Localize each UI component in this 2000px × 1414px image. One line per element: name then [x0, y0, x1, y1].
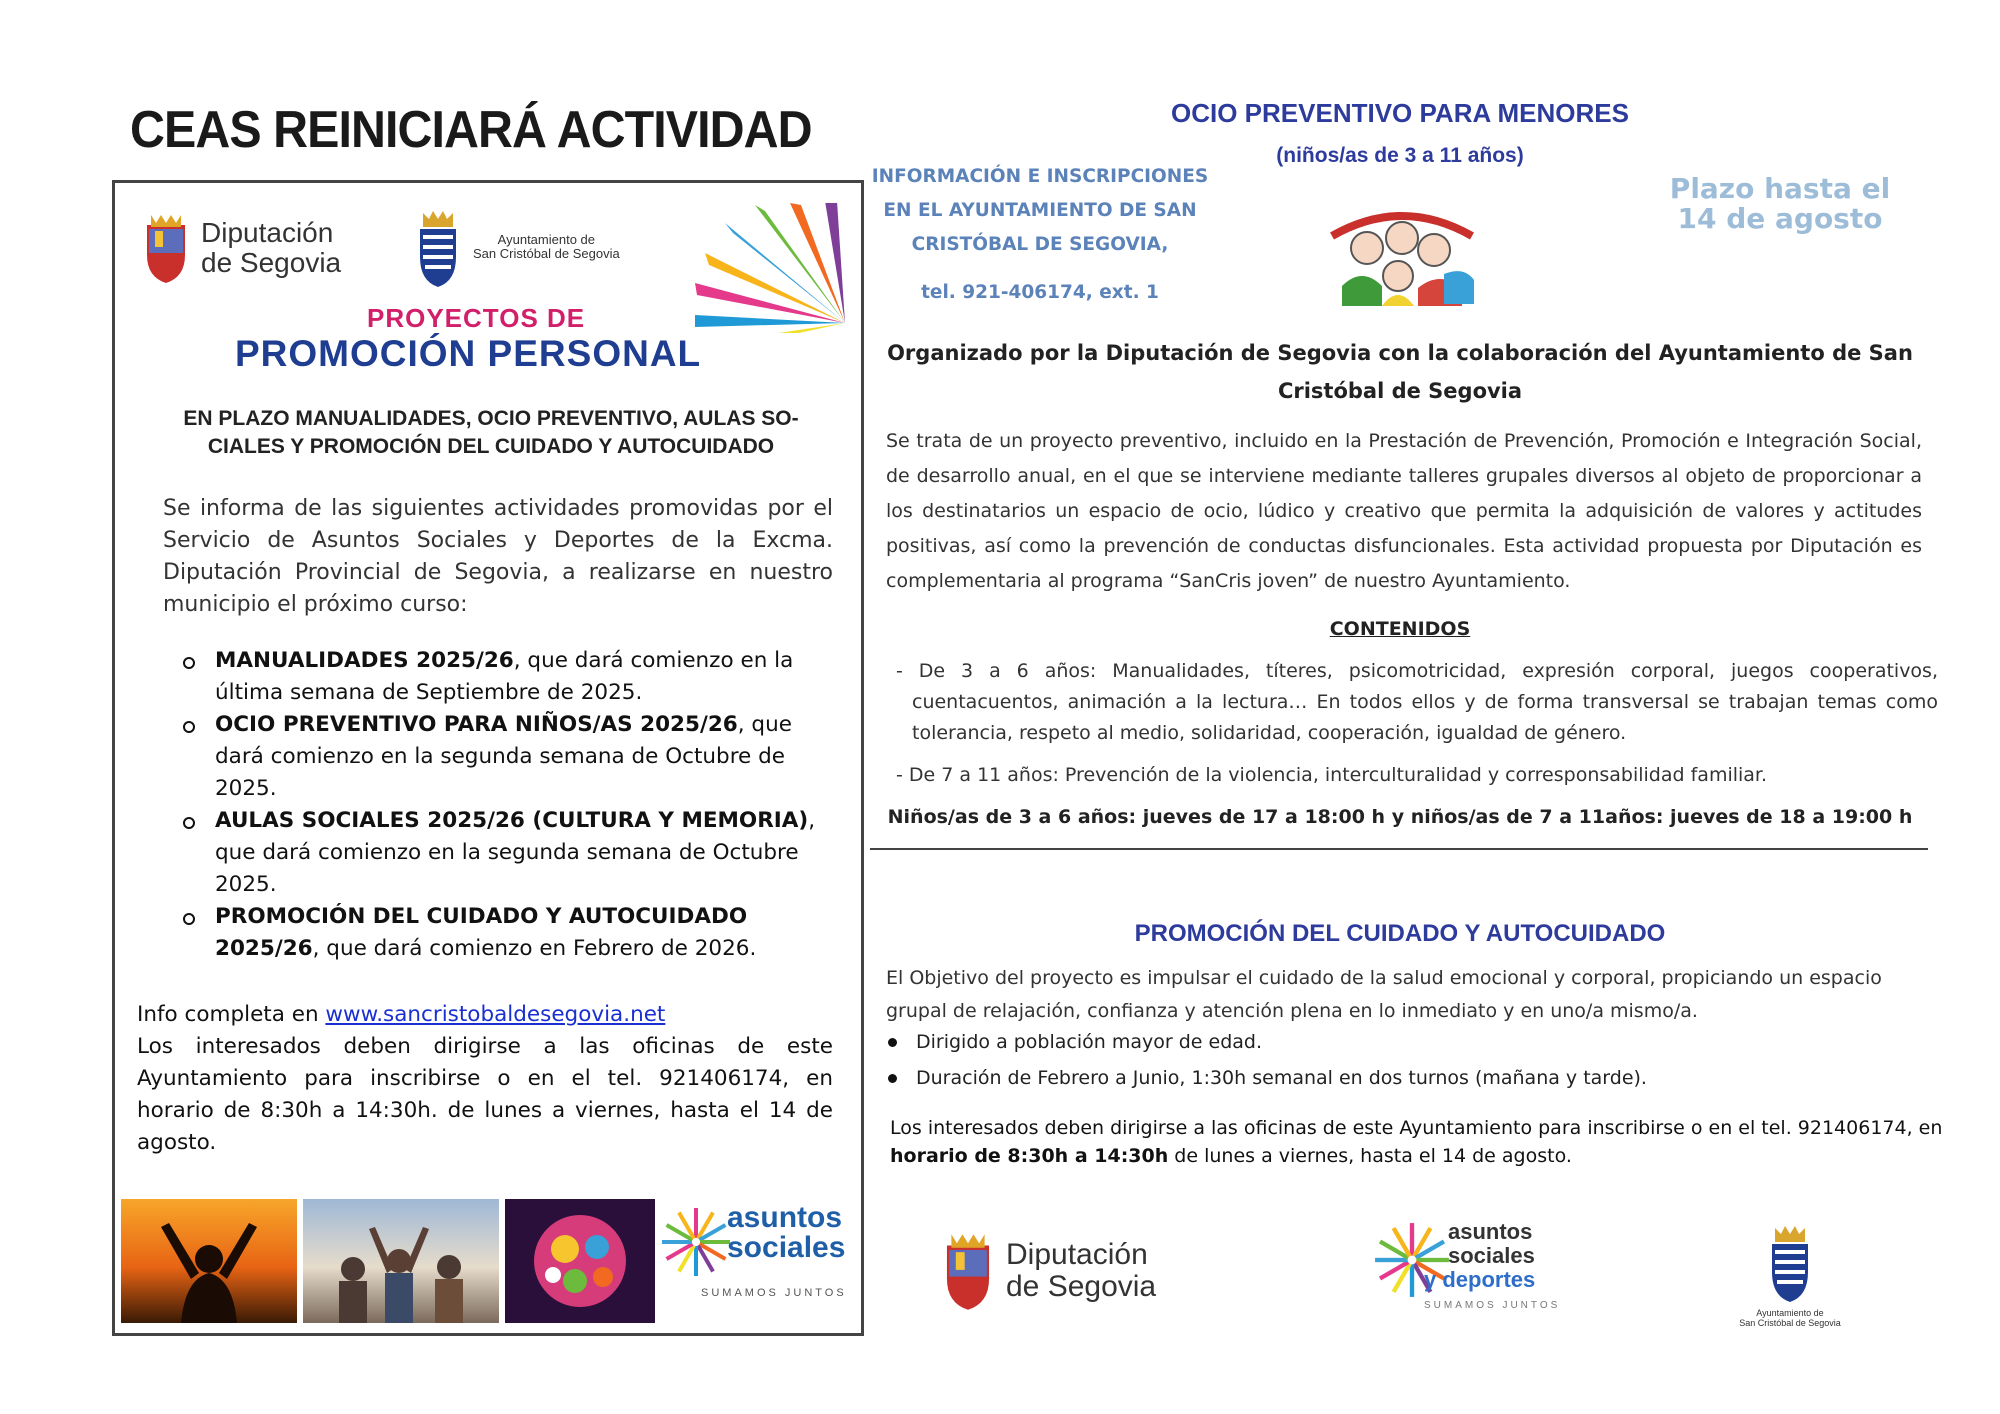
footer-ayuntamiento-line2: San Cristóbal de Segovia	[1739, 1318, 1841, 1328]
activities-list	[181, 645, 821, 965]
promo-description: El Objetivo del proyecto es impulsar el cuidado de la salud emocional y corporal, propiciando un espacio grupal de relajación, confianza y atención plena en lo inmediato y en uno/a mismo/a.	[886, 967, 1882, 1022]
organizado-line1: Organizado por la Diputación de Segovia con la colaboración del Ayuntamiento de San	[887, 341, 1913, 365]
activity-detail: , que dará comienzo en la segunda semana de Octubre 2025.	[215, 808, 816, 897]
footer-asuntos-line1: asuntos	[1448, 1219, 1533, 1244]
diputacion-name-line2: de Segovia	[201, 247, 342, 278]
organizado-line2: Cristóbal de Segovia	[1277, 379, 1523, 403]
diputacion-shield-icon	[940, 1230, 996, 1312]
ocio-description: Se trata de un proyecto preventivo, incluido en la Prestación de Prevención, Promoción e Integración Social, de desarrollo anual, en el que se interviene mediante talleres grupales diversos al objeto de proporcionar a los destinatarios un espacio de ocio, lúdico y creativo que permita la adquisición de valores y actitudes positivas, así como la prevención de conductas disfuncionales. Esta actividad propuesta por Diputación es complementaria al programa “SanCris joven” de nuestro Ayuntamiento.	[886, 430, 1922, 592]
footer-asuntos-line3: y deportes	[1424, 1267, 1536, 1292]
ocio-title: OCIO PREVENTIVO PARA MENORES	[1171, 98, 1629, 128]
contenido-3-6: - De 3 a 6 años: Manualidades, títeres, psicomotricidad, expresión corporal, juegos cooperativos, cuentacuentos, animación a la lectura… En todos ellos y de forma transversal se trabajan temas como tolerancia, respeto al medio, solidaridad, cooperación, igualdad de género.	[896, 660, 1938, 744]
plazo-line1: Plazo hasta el	[1669, 172, 1891, 205]
proyectos-heading: PROYECTOS DE	[367, 303, 586, 333]
left-info-block	[137, 999, 833, 1159]
bullet-icon	[888, 1038, 897, 1047]
promo-title: PROMOCIÓN DEL CUIDADO Y AUTOCUIDADO	[1134, 920, 1666, 947]
ayuntamiento-name-line2: San Cristóbal de Segovia	[473, 246, 620, 261]
list-item	[181, 709, 821, 805]
promo-bullet-text: Duración de Febrero a Junio, 1:30h semanal en dos turnos (mañana y tarde).	[916, 1067, 1647, 1089]
inscripciones-line: INFORMACIÓN E INSCRIPCIONES	[871, 166, 1209, 187]
ayuntamiento-name-line1: Ayuntamiento de	[497, 232, 596, 247]
footer-asuntos-line2: sociales	[1448, 1243, 1535, 1268]
info-line	[137, 999, 833, 1031]
crafts-photo	[505, 1199, 655, 1323]
activity-detail: , que dará comienzo en la segunda semana de Octubre de 2025.	[215, 712, 792, 801]
asuntos-line2: sociales	[727, 1231, 846, 1264]
asuntos-burst-icon	[661, 1207, 731, 1277]
promocion-personal-heading: PROMOCIÓN PERSONAL	[235, 333, 702, 374]
contenido-7-11: - De 7 a 11 años: Prevención de la violencia, interculturalidad y corresponsabilidad familiar.	[896, 764, 1768, 786]
ayuntamiento-shield-icon	[1767, 1220, 1813, 1304]
left-subheading-line2: CIALES Y PROMOCIÓN DEL CUIDADO Y AUTOCUIDADO	[207, 435, 775, 458]
bullet-icon	[888, 1074, 897, 1083]
footer-ayuntamiento-logo	[1720, 1220, 1860, 1328]
left-subheading-line1: EN PLAZO MANUALIDADES, OCIO PREVENTIVO, AULAS SO-	[183, 407, 799, 430]
footer-asuntos-logo	[1374, 1218, 1594, 1338]
contact-hours: horario de 8:30h a 14:30h	[890, 1145, 1169, 1167]
color-burst-icon	[695, 203, 855, 333]
footer-asuntos-tagline: SUMAMOS JUNTOS	[1424, 1300, 1561, 1311]
asuntos-line1: asuntos	[727, 1201, 843, 1234]
inscripciones-info	[870, 160, 1210, 310]
crafts-icon	[505, 1199, 655, 1323]
ayuntamiento-shield-icon	[415, 205, 461, 289]
list-item	[886, 1060, 1926, 1096]
inscripciones-line: EN EL AYUNTAMIENTO DE SAN	[883, 200, 1197, 221]
person-silhouette-icon	[121, 1199, 297, 1323]
activity-detail: , que dará comienzo en la última semana de Septiembre de 2025.	[215, 648, 794, 705]
activity-name: PROMOCIÓN DEL CUIDADO Y AUTOCUIDADO 2025/26	[215, 904, 748, 961]
people-group-icon	[303, 1199, 499, 1323]
left-subheading	[135, 405, 847, 461]
list-item	[181, 645, 821, 709]
asuntos-sociales-logo	[661, 1203, 861, 1323]
left-intro: Se informa de las siguientes actividades promovidas por el Servicio de Asuntos Sociales y Deportes de la Excma. Diputación Provincial de Segovia, a realizarse en nuestro municipio el próximo curso:	[163, 496, 833, 617]
left-title: CEAS REINICIARÁ ACTIVIDAD	[130, 101, 812, 159]
ocio-subtitle: (niños/as de 3 a 11 años)	[1276, 144, 1524, 167]
inscripciones-phone: tel. 921-406174, ext. 1	[921, 282, 1159, 303]
info-prefix: Info completa en	[137, 1002, 326, 1027]
activity-name: OCIO PREVENTIVO PARA NIÑOS/AS 2025/26	[215, 712, 738, 737]
left-contact-text: Los interesados deben dirigirse a las oficinas de este Ayuntamiento para inscribirse o en el tel. 921406174, en horario de 8:30h a 14:30h. de lunes a viernes, hasta el 14 de agosto.	[137, 1034, 833, 1155]
group-photo	[303, 1199, 499, 1323]
diputacion-name-line1: Diputación	[201, 217, 334, 248]
activity-name: MANUALIDADES 2025/26	[215, 648, 514, 673]
sunset-photo	[121, 1199, 297, 1323]
section-divider	[870, 848, 1928, 850]
asuntos-tagline: SUMAMOS JUNTOS	[701, 1287, 847, 1299]
horario-line: Niños/as de 3 a 6 años: jueves de 17 a 18:00 h y niños/as de 7 a 11años: jueves de 18 a 19:00 h	[887, 806, 1913, 828]
activity-name: AULAS SOCIALES 2025/26 (CULTURA Y MEMORIA)	[215, 808, 809, 833]
footer-diputacion-line1: Diputación	[1006, 1238, 1148, 1271]
footer-ayuntamiento-line1: Ayuntamiento de	[1756, 1308, 1824, 1318]
children-illustration-icon	[1322, 196, 1482, 316]
plazo-notice	[1630, 174, 1930, 234]
list-item	[886, 1024, 1926, 1060]
right-contact-text	[890, 1114, 1970, 1170]
plazo-line2: 14 de agosto	[1677, 202, 1883, 235]
contact-part1: Los interesados deben dirigirse a las oficinas de este Ayuntamiento para inscribirse o en el tel. 921406174, en	[890, 1117, 1943, 1139]
diputacion-shield-icon	[141, 211, 191, 285]
ayuntamiento-logo	[415, 205, 620, 289]
promo-bullet-text: Dirigido a población mayor de edad.	[916, 1031, 1262, 1053]
diputacion-logo	[141, 211, 341, 285]
organizado-heading	[880, 334, 1920, 410]
activity-detail: , que dará comienzo en Febrero de 2026.	[312, 936, 757, 961]
list-item	[181, 901, 821, 965]
website-link[interactable]: www.sancristobaldesegovia.net	[325, 1002, 666, 1027]
contact-part2: de lunes a viernes, hasta el 14 de agosto.	[1168, 1145, 1572, 1167]
inscripciones-line: CRISTÓBAL DE SEGOVIA,	[911, 234, 1169, 255]
footer-diputacion-line2: de Segovia	[1006, 1270, 1157, 1303]
footer-diputacion-logo	[940, 1230, 1156, 1312]
contenidos-heading: CONTENIDOS	[1329, 618, 1471, 640]
list-item	[181, 805, 821, 901]
promo-bullets	[886, 1024, 1926, 1096]
left-panel	[112, 180, 864, 1336]
